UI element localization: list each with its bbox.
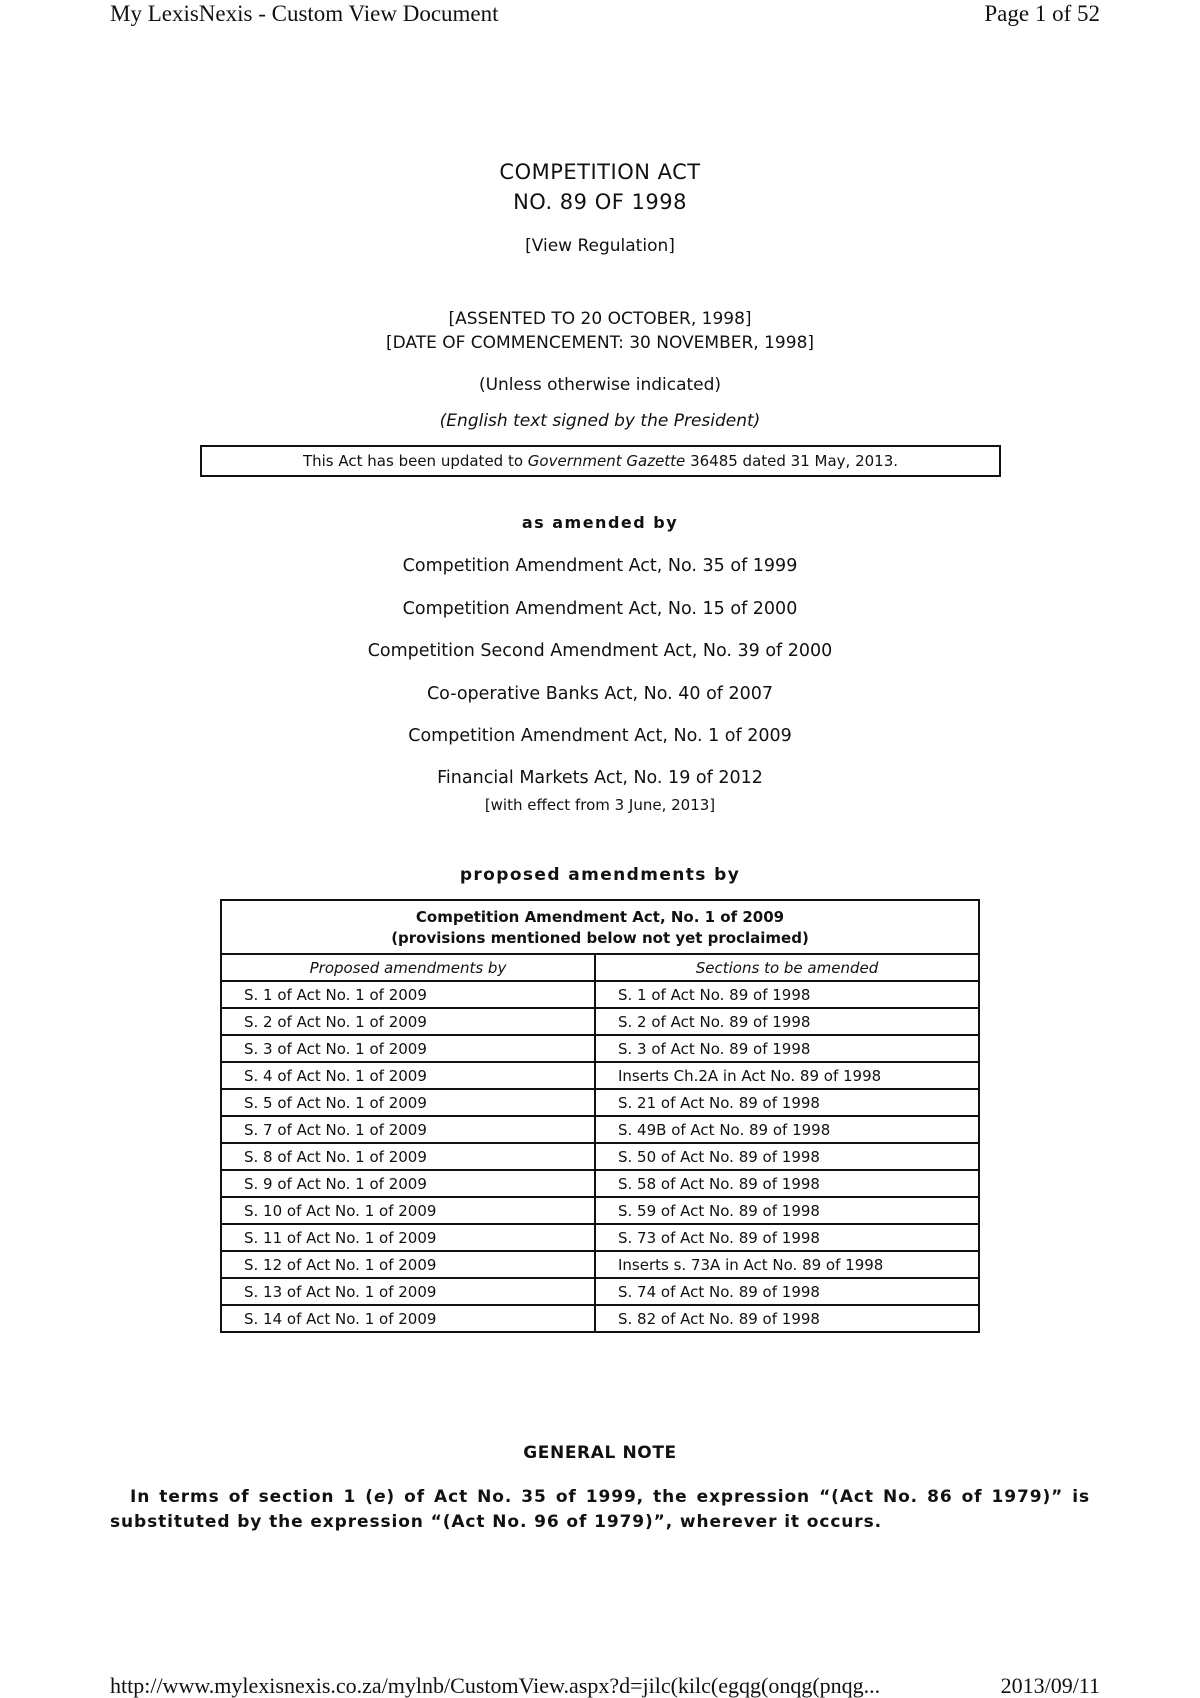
amendment-link[interactable]: Competition Amendment Act, No. 15 of 2000 [402,599,798,619]
act-number: NO. 89 OF 1998 [513,190,687,214]
proposed-amendments-heading: proposed amendments by [459,865,741,885]
amendment-link[interactable]: Competition Amendment Act, No. 35 of 1999 [402,556,798,576]
proposed-cell: S. 12 of Act No. 1 of 2009 [221,1251,595,1278]
table-row [221,1197,979,1224]
proposed-cell: S. 7 of Act No. 1 of 2009 [221,1116,595,1143]
section-cell: Inserts s. 73A in Act No. 89 of 1998 [595,1251,979,1278]
column-header-proposed: Proposed amendments by [221,954,595,981]
section-cell: S. 21 of Act No. 89 of 1998 [595,1089,979,1116]
table-row [221,1062,979,1089]
proposed-cell: S. 10 of Act No. 1 of 2009 [221,1197,595,1224]
table-row [221,1224,979,1251]
footer-date: 2013/09/11 [1000,1673,1100,1698]
english-text-note: (English text signed by the President) [439,411,761,431]
proposed-cell: S. 11 of Act No. 1 of 2009 [221,1224,595,1251]
amended-by-heading: as amended by [521,513,679,532]
with-effect-note: [with effect from 3 June, 2013] [484,796,716,814]
general-note-italic: e [373,1487,387,1507]
general-note-part1: In terms of section 1 ( [130,1487,374,1507]
view-regulation-link[interactable]: [View Regulation] [525,236,675,256]
table-caption-title: Competition Amendment Act, No. 1 of 2009 [415,908,785,926]
print-header [110,0,1100,30]
section-cell: S. 82 of Act No. 89 of 1998 [595,1305,979,1332]
section-cell: Inserts Ch.2A in Act No. 89 of 1998 [595,1062,979,1089]
table-row [221,1116,979,1143]
proposed-cell: S. 4 of Act No. 1 of 2009 [221,1062,595,1089]
section-cell: S. 2 of Act No. 89 of 1998 [595,1008,979,1035]
general-note-text [110,1485,1090,1535]
proposed-cell: S. 14 of Act No. 1 of 2009 [221,1305,595,1332]
general-note-heading: GENERAL NOTE [523,1443,677,1463]
section-cell: S. 1 of Act No. 89 of 1998 [595,981,979,1008]
proposed-amendments-table [220,899,980,1333]
footer-url: http://www.mylexisnexis.co.za/mylnb/CustomView.aspx?d=jilc(kilc(egqg(onqg(pnqg... [110,1673,881,1698]
proposed-cell: S. 13 of Act No. 1 of 2009 [221,1278,595,1305]
unless-note: (Unless otherwise indicated) [478,375,722,395]
section-cell: S. 74 of Act No. 89 of 1998 [595,1278,979,1305]
amendment-link[interactable]: Co-operative Banks Act, No. 40 of 2007 [426,684,774,704]
table-row [221,1008,979,1035]
amendment-link[interactable]: Competition Second Amendment Act, No. 39 of 2000 [367,641,833,661]
general-note-part2: ) of Act No. 35 of 1999, the expression “(Act No. 86 of 1979)” is substituted by the expression “(Act No. 96 of 1979)”, wherever it occurs. [110,1487,1091,1532]
act-title: COMPETITION ACT [499,160,701,184]
table-header-row [221,954,979,981]
amendment-link[interactable]: Competition Amendment Act, No. 1 of 2009 [408,726,792,746]
assented-date: [ASSENTED TO 20 OCTOBER, 1998] [448,309,752,329]
update-prefix: This Act has been updated to [302,452,528,470]
amendment-link[interactable]: Financial Markets Act, No. 19 of 2012 [437,768,763,788]
table-row [221,981,979,1008]
proposed-cell: S. 5 of Act No. 1 of 2009 [221,1089,595,1116]
commencement-date: [DATE OF COMMENCEMENT: 30 NOVEMBER, 1998] [385,333,815,353]
section-cell: S. 3 of Act No. 89 of 1998 [595,1035,979,1062]
section-cell: S. 73 of Act No. 89 of 1998 [595,1224,979,1251]
update-gazette: Government Gazette [527,452,686,470]
column-header-sections: Sections to be amended [595,954,979,981]
table-row [221,1170,979,1197]
proposed-cell: S. 8 of Act No. 1 of 2009 [221,1143,595,1170]
update-notice-box [200,445,1001,477]
proposed-cell: S. 3 of Act No. 1 of 2009 [221,1035,595,1062]
section-cell: S. 50 of Act No. 89 of 1998 [595,1143,979,1170]
section-cell: S. 49B of Act No. 89 of 1998 [595,1116,979,1143]
table-caption [221,900,979,954]
proposed-cell: S. 2 of Act No. 1 of 2009 [221,1008,595,1035]
print-header-title: My LexisNexis - Custom View Document [110,1,499,26]
table-row [221,1035,979,1062]
table-row [221,1305,979,1332]
update-suffix: 36485 dated 31 May, 2013. [685,452,899,470]
table-caption-subtitle: (provisions mentioned below not yet proclaimed) [391,929,809,947]
table-row [221,1278,979,1305]
table-row [221,1089,979,1116]
proposed-cell: S. 9 of Act No. 1 of 2009 [221,1170,595,1197]
proposed-cell: S. 1 of Act No. 1 of 2009 [221,981,595,1008]
section-cell: S. 58 of Act No. 89 of 1998 [595,1170,979,1197]
table-row [221,1143,979,1170]
table-row [221,1251,979,1278]
table-caption-row [221,900,979,954]
print-footer [110,1673,1100,1698]
page-indicator: Page 1 of 52 [984,1,1100,26]
section-cell: S. 59 of Act No. 89 of 1998 [595,1197,979,1224]
